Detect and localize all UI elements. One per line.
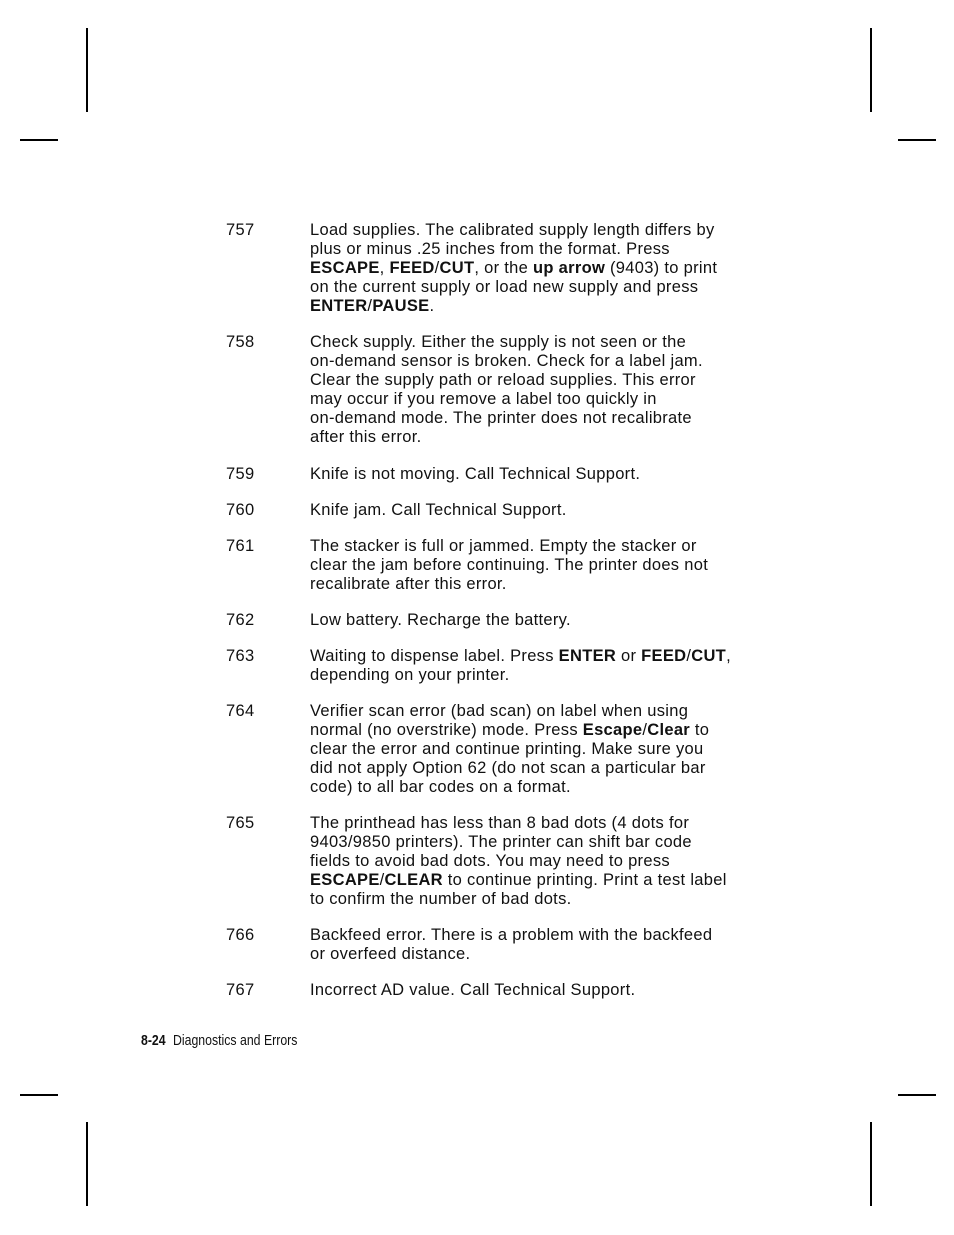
error-code: 762 — [226, 611, 255, 629]
error-code: 765 — [226, 814, 255, 832]
error-description — [310, 981, 790, 1000]
crop-mark-bottom-left-horizontal — [20, 1094, 58, 1096]
description-line: Check supply. Either the supply is not seen or the — [310, 333, 687, 351]
error-code: 766 — [226, 926, 255, 944]
crop-mark-top-right-horizontal — [898, 139, 936, 141]
description-line: recalibrate after this error. — [310, 575, 507, 594]
description-line: Knife jam. Call Technical Support. — [310, 501, 567, 519]
error-description — [310, 611, 790, 630]
description-line: to confirm the number of bad dots. — [310, 890, 572, 909]
description-line: The stacker is full or jammed. Empty the stacker or — [310, 537, 697, 555]
description-line: 9403/9850 printers). The printer can shift bar code — [310, 833, 692, 852]
description-line: clear the error and continue printing. Make sure you — [310, 740, 704, 759]
error-description — [310, 702, 790, 797]
description-line: Incorrect AD value. Call Technical Support. — [310, 981, 636, 999]
description-line: Knife is not moving. Call Technical Support. — [310, 465, 641, 483]
error-code: 764 — [226, 702, 255, 720]
crop-mark-top-right-vertical — [870, 28, 872, 112]
crop-mark-bottom-right-horizontal — [898, 1094, 936, 1096]
description-line: Low battery. Recharge the battery. — [310, 611, 571, 629]
description-line: code) to all bar codes on a format. — [310, 778, 571, 797]
description-line: normal (no overstrike) mode. Press Escape/Clear to — [310, 721, 710, 740]
description-line: Waiting to dispense label. Press ENTER or FEED/CUT, — [310, 647, 731, 665]
description-line: plus or minus .25 inches from the format. Press — [310, 240, 670, 259]
crop-mark-top-left-vertical — [86, 28, 88, 112]
error-description — [310, 537, 790, 594]
error-description — [310, 926, 790, 964]
description-line: Load supplies. The calibrated supply length differs by — [310, 221, 715, 239]
error-code: 767 — [226, 981, 255, 999]
description-line: on the current supply or load new supply and press — [310, 278, 699, 297]
description-line: on-demand sensor is broken. Check for a label jam. — [310, 352, 703, 371]
crop-mark-top-left-horizontal — [20, 139, 58, 141]
description-line: depending on your printer. — [310, 666, 510, 685]
error-description — [310, 814, 790, 909]
crop-mark-bottom-left-vertical — [86, 1122, 88, 1206]
error-description — [310, 465, 790, 484]
error-description — [310, 501, 790, 520]
error-description — [310, 647, 790, 685]
description-line: ESCAPE/CLEAR to continue printing. Print a test label — [310, 871, 727, 890]
section-title: Diagnostics and Errors — [173, 1032, 298, 1049]
description-line: may occur if you remove a label too quickly in — [310, 390, 657, 409]
description-line: ENTER/PAUSE. — [310, 297, 435, 316]
description-line: ESCAPE, FEED/CUT, or the up arrow (9403) to print — [310, 259, 718, 278]
description-line: did not apply Option 62 (do not scan a particular bar — [310, 759, 706, 778]
description-line: clear the jam before continuing. The printer does not — [310, 556, 709, 575]
description-line: The printhead has less than 8 bad dots (4 dots for — [310, 814, 690, 832]
page-footer — [141, 1031, 297, 1051]
description-line: on-demand mode. The printer does not recalibrate — [310, 409, 692, 428]
error-code: 759 — [226, 465, 255, 483]
error-code: 757 — [226, 221, 255, 239]
description-line: Backfeed error. There is a problem with the backfeed — [310, 926, 713, 944]
crop-mark-bottom-right-vertical — [870, 1122, 872, 1206]
error-code: 758 — [226, 333, 255, 351]
description-line: Clear the supply path or reload supplies. This error — [310, 371, 696, 390]
description-line: Verifier scan error (bad scan) on label when using — [310, 702, 689, 720]
description-line: after this error. — [310, 428, 422, 447]
error-code: 760 — [226, 501, 255, 519]
description-line: or overfeed distance. — [310, 945, 471, 964]
error-description — [310, 221, 790, 316]
error-code: 761 — [226, 537, 255, 555]
error-description — [310, 333, 790, 448]
page-number: 8-24 — [141, 1032, 166, 1049]
error-code: 763 — [226, 647, 255, 665]
description-line: fields to avoid bad dots. You may need to press — [310, 852, 670, 871]
